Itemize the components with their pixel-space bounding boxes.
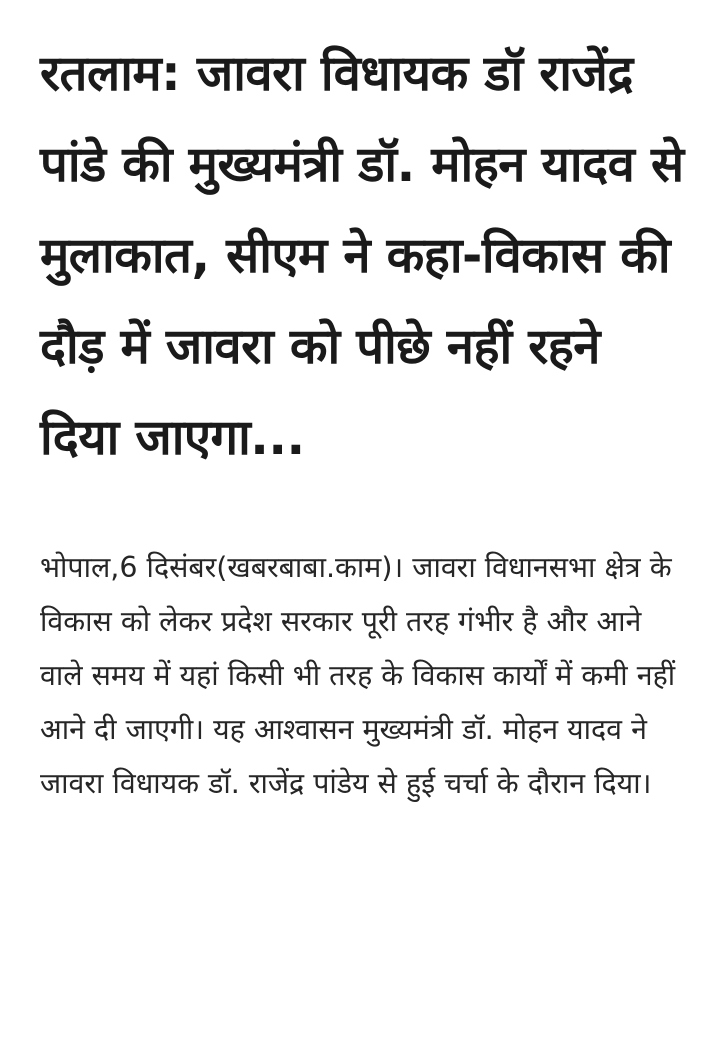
- article: [40, 28, 690, 811]
- article-headline: रतलाम: जावरा विधायक डॉ राजेंद्र पांडे की मुख्यमंत्री डॉ. मोहन यादव से मुलाकात, सीएम ने कहा-विकास की दौड़ में जावरा को पीछे नहीं रहने दिया जाएगा...: [40, 45, 684, 466]
- article-body: भोपाल,6 दिसंबर(खबरबाबा.काम)। जावरा विधानसभा क्षेत्र के विकास को लेकर प्रदेश सरकार पूरी तरह गंभीर है और आने वाले समय में यहां किसी भी तरह के विकास कार्यों में कमी नहीं आने दी जाएगी। यह आश्वासन मुख्यमंत्री डॉ. मोहन यादव ने जावरा विधायक डॉ. राजेंद्र पांडेय से हुई चर्चा के दौरान दिया।: [40, 551, 676, 800]
